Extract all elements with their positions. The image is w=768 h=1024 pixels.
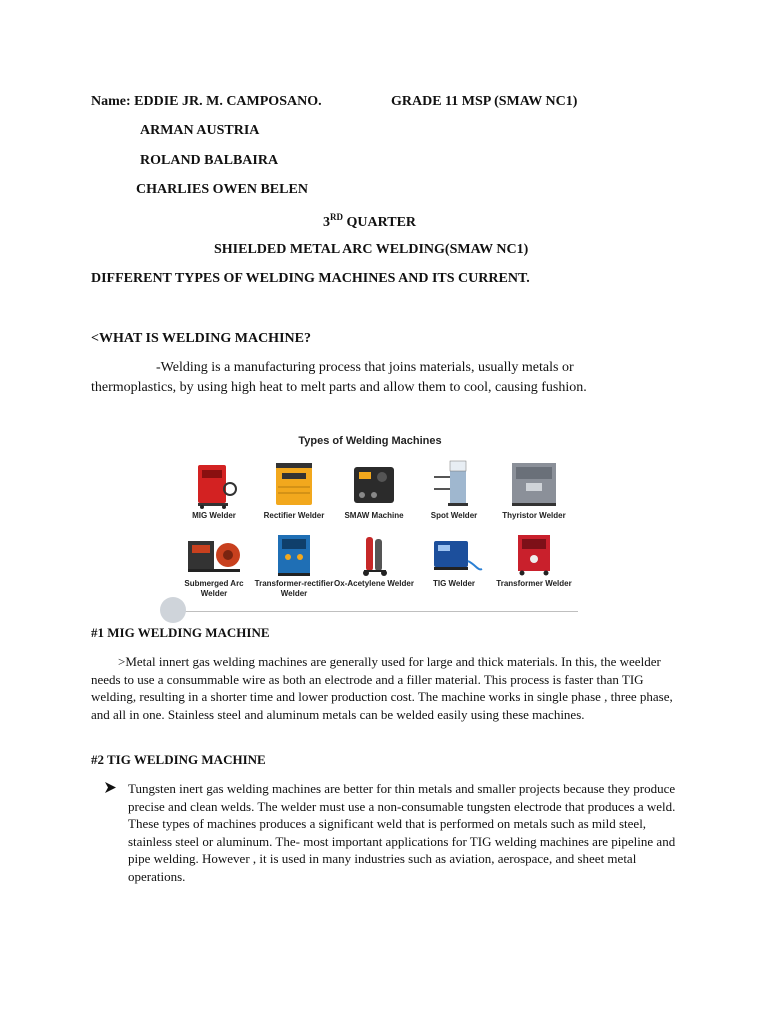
figure-item-submerged-arc-welder bbox=[174, 531, 254, 609]
transformer-rectifier-welder-icon bbox=[264, 531, 324, 577]
smaw-machine-icon bbox=[344, 457, 404, 509]
mig-welder-icon bbox=[184, 457, 244, 509]
member-name: ARMAN AUSTRIA bbox=[140, 123, 260, 138]
member-name: ROLAND BALBAIRA bbox=[140, 153, 279, 168]
image-overlay-badge bbox=[160, 597, 186, 623]
figure-item-label: Transformer Welder bbox=[496, 579, 572, 588]
quarter-word: QUARTER bbox=[343, 215, 417, 230]
course-title: SHIELDED METAL ARC WELDING(SMAW NC1) bbox=[214, 242, 529, 257]
section-heading-mig: #1 MIG WELDING MACHINE bbox=[91, 625, 270, 640]
intro-text-line: -Welding is a manufacturing process that joins materials, usually metals or bbox=[156, 360, 574, 375]
figure-item-mig-welder bbox=[174, 457, 254, 535]
figure-item-rectifier-welder bbox=[254, 457, 334, 535]
figure-item-label: TIG Welder bbox=[432, 579, 476, 588]
figure-item-label: Submerged Arc Welder bbox=[184, 579, 244, 598]
figure-item-label: Rectifier Welder bbox=[263, 511, 325, 520]
member-name: CHARLIES OWEN BELEN bbox=[136, 182, 308, 197]
figure-item-tig-welder bbox=[414, 531, 494, 609]
figure-item-smaw-machine bbox=[334, 457, 414, 535]
figure-item-label: Ox-Acetylene Welder bbox=[334, 579, 414, 588]
figure-item-label: Thyristor Welder bbox=[502, 511, 566, 520]
figure-item-label: SMAW Machine bbox=[344, 511, 404, 520]
student-name: Name: EDDIE JR. M. CAMPOSANO. bbox=[91, 94, 322, 109]
figure-item-label: MIG Welder bbox=[192, 511, 236, 520]
rectifier-welder-icon bbox=[264, 457, 324, 509]
figure-title: Types of Welding Machines bbox=[298, 435, 442, 447]
intro-text-line: thermoplastics, by using high heat to melt parts and allow them to cool, causing fushion. bbox=[91, 380, 587, 395]
intro-question: <WHAT IS WELDING MACHINE? bbox=[91, 331, 311, 346]
topic-title: DIFFERENT TYPES OF WELDING MACHINES AND ITS CURRENT. bbox=[91, 271, 530, 286]
spot-welder-icon bbox=[424, 457, 484, 509]
quarter-suffix: RD bbox=[330, 212, 343, 222]
section-body-mig: >Metal innert gas welding machines are generally used for large and thick materials. In this, the weelder needs to use a consummable wire as both an electrode and a filler material. This process is faster than TIG welding, resulting in a shorter time and lower production cost. The machine works in single phase , three phase, and all in one. Stainless steel and aluminum metals can be welded easily using these machines. bbox=[91, 654, 673, 722]
thyristor-welder-icon bbox=[504, 457, 564, 509]
figure-item-thyristor-welder bbox=[494, 457, 574, 535]
figure-item-ox-acetylene-welder bbox=[334, 531, 414, 609]
figure-item-label: Transformer-rectifier Welder bbox=[254, 579, 334, 598]
section-heading-tig: #2 TIG WELDING MACHINE bbox=[91, 752, 266, 767]
quarter-number: 3 bbox=[323, 215, 330, 230]
submerged-arc-welder-icon bbox=[184, 531, 244, 577]
quarter-heading bbox=[323, 212, 416, 231]
transformer-welder-icon bbox=[504, 531, 564, 577]
arrow-bullet-icon bbox=[104, 781, 117, 794]
figure-item-spot-welder bbox=[414, 457, 494, 535]
welding-machines-figure bbox=[162, 427, 578, 612]
tig-welder-icon bbox=[424, 531, 484, 577]
figure-item-transformer-welder bbox=[494, 531, 574, 609]
section-body-tig: Tungsten inert gas welding machines are better for thin metals and smaller projects because they produce precise and clean welds. The welder must use a non-consumable tungsten electrode that produces a weld. These types of machines produces a significant weld that is performed on metals such as mild steel, stainless steel or aluminum. The- most important applications for TIG welding machines are pipeline and pipe welding. However , it is used in many industries such as aviation, aerospace, and sheet metal operations. bbox=[128, 781, 676, 884]
figure-item-transformer-rectifier-welder bbox=[254, 531, 334, 609]
figure-item-label: Spot Welder bbox=[430, 511, 478, 520]
grade-label: GRADE 11 MSP (SMAW NC1) bbox=[391, 94, 578, 109]
ox-acetylene-welder-icon bbox=[344, 531, 404, 577]
